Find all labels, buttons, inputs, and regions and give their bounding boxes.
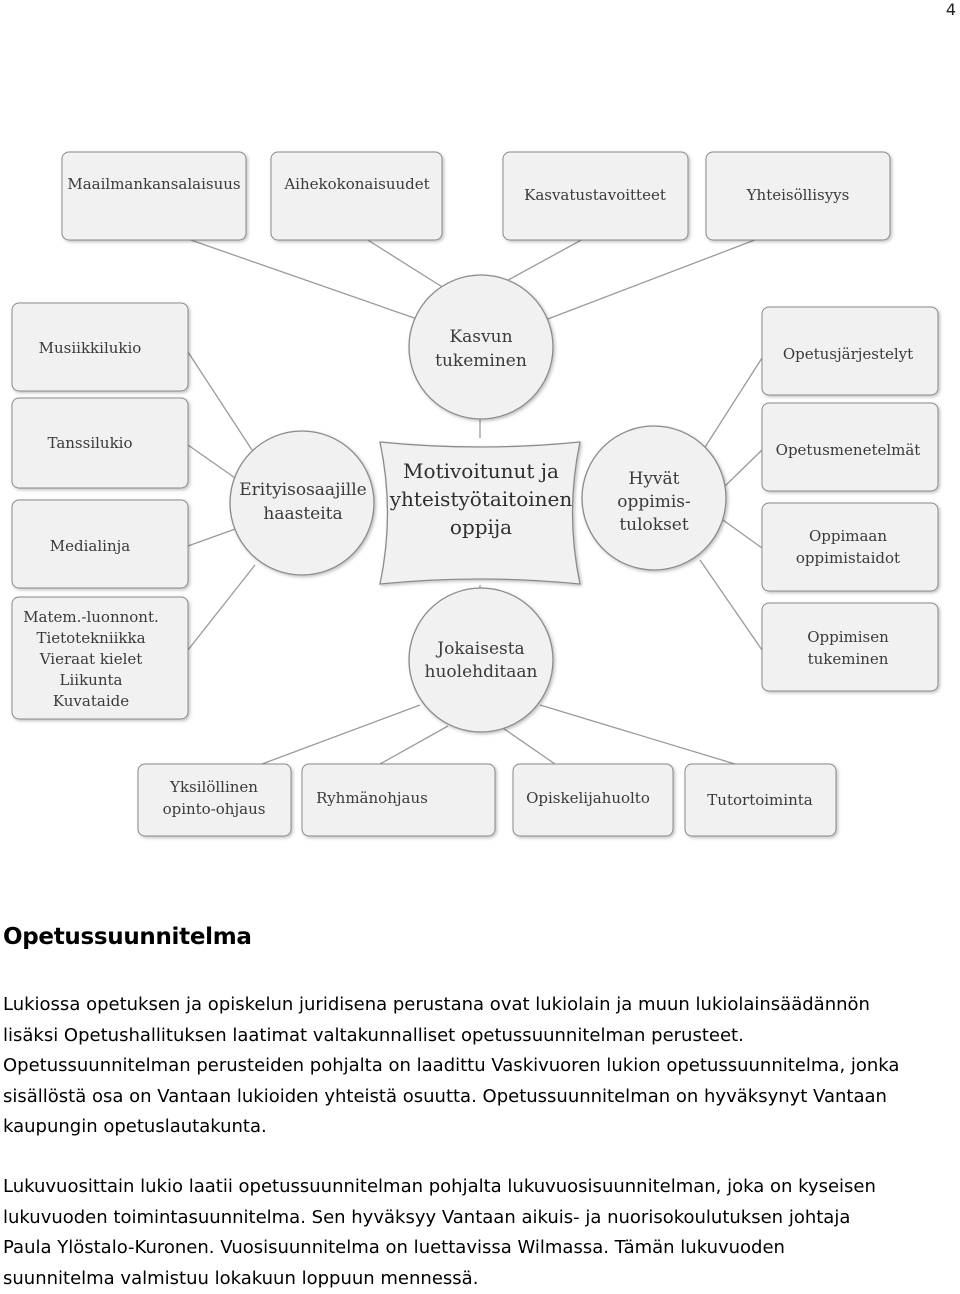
paragraph-1 [3,990,958,1143]
box-label-matem: Matem.-luonnont. [23,608,159,626]
paragraph-2-line: Paula Ylöstalo-Kuronen. Vuosisuunnitelma on luettavissa Wilmassa. Tämän lukuvuoden [3,1233,958,1264]
left-boxes [12,303,188,719]
circle-label-erityisosaajille: Erityisosaajille [239,480,366,500]
circle-label-kasvun: Kasvun [449,327,512,347]
center-label-line1: Motivoitunut ja [403,459,559,483]
box-label-kasvatustavoitteet: Kasvatustavoitteet [524,186,666,204]
box-label-kuvataide: Kuvataide [53,692,129,710]
circle-label-tukeminen: tukeminen [435,351,527,371]
page-number: 4 [946,0,956,19]
bottom-boxes [138,764,836,836]
box-label-oppimisen: Oppimisen [807,628,889,646]
center-label-line3: oppija [450,515,512,539]
box-label-oppimaan: Oppimaan [809,527,887,545]
right-boxes [762,307,938,691]
paragraph-1-line: kaupungin opetuslautakunta. [3,1112,958,1143]
paragraph-2-line: suunnitelma valmistuu lokakuun loppuun mennessä. [3,1264,958,1294]
box-label-opetusmenetelmat: Opetusmenetelmät [776,441,921,459]
paragraph-1-line: Lukiossa opetuksen ja opiskelun juridisena perustana ovat lukiolain ja muun lukiolainsäädännön [3,990,958,1021]
box-label-aihekokonaisuudet: Aihekokonaisuudet [283,175,429,193]
circle-label-huolehditaan: huolehditaan [425,662,538,682]
paragraph-1-line: sisällöstä osa on Vantaan lukioiden yhteistä osuutta. Opetussuunnitelman on hyväksynyt Vantaan [3,1082,958,1113]
box-label-maailmankansalaisuus: Maailmankansalaisuus [67,175,240,193]
box-label-tutortoiminta: Tutortoiminta [707,791,812,809]
box-label-ryhmanohjaus: Ryhmänohjaus [316,789,428,807]
paragraph-2-line: Lukuvuosittain lukio laatii opetussuunnitelman pohjalta lukuvuosisuunnitelman, joka on kyseisen [3,1172,958,1203]
box-label-opetusjarjestelyt: Opetusjärjestelyt [783,345,913,363]
box-label-vieraat-kielet: Vieraat kielet [39,650,143,668]
paragraph-1-line: lisäksi Opetushallituksen laatimat valtakunnalliset opetussuunnitelman perusteet. [3,1021,958,1052]
circle-label-tulokset: tulokset [619,515,689,535]
paragraph-2 [3,1172,958,1294]
box-label-tietotekniikka: Tietotekniikka [36,629,145,647]
box-label-opiskelijahuolto: Opiskelijahuolto [526,789,650,807]
circle-label-haasteita: haasteita [263,504,342,524]
circle-label-hyvat: Hyvät [629,469,680,489]
box-label-tukeminen: tukeminen [808,650,889,668]
circle-label-oppimis: oppimis- [617,492,690,512]
section-title: Opetussuunnitelma [3,924,252,950]
box-label-musiikkilukio: Musiikkilukio [39,339,142,357]
box-label-opinto-ohjaus: opinto-ohjaus [163,800,266,818]
center-label-line2: yhteistyötaitoinen [389,487,573,511]
paragraph-1-line: Opetussuunnitelman perusteiden pohjalta on laadittu Vaskivuoren lukion opetussuunnitelma, jonka [3,1051,958,1082]
circle-label-jokaisesta: Jokaisesta [435,639,524,659]
box-label-yhteisollisyys: Yhteisöllisyys [746,186,850,204]
paragraph-2-line: lukuvuoden toimintasuunnitelma. Sen hyväksyy Vantaan aikuis- ja nuorisokoulutuksen johtaja [3,1203,958,1234]
box-label-yksilollinen: Yksilöllinen [169,778,258,796]
center-shape [380,442,580,584]
box-label-oppimistaidot: oppimistaidot [796,549,900,567]
box-label-liikunta: Liikunta [60,671,123,689]
top-boxes [62,152,890,240]
box-label-tanssilukio: Tanssilukio [47,434,132,452]
box-label-medialinja: Medialinja [50,537,130,555]
